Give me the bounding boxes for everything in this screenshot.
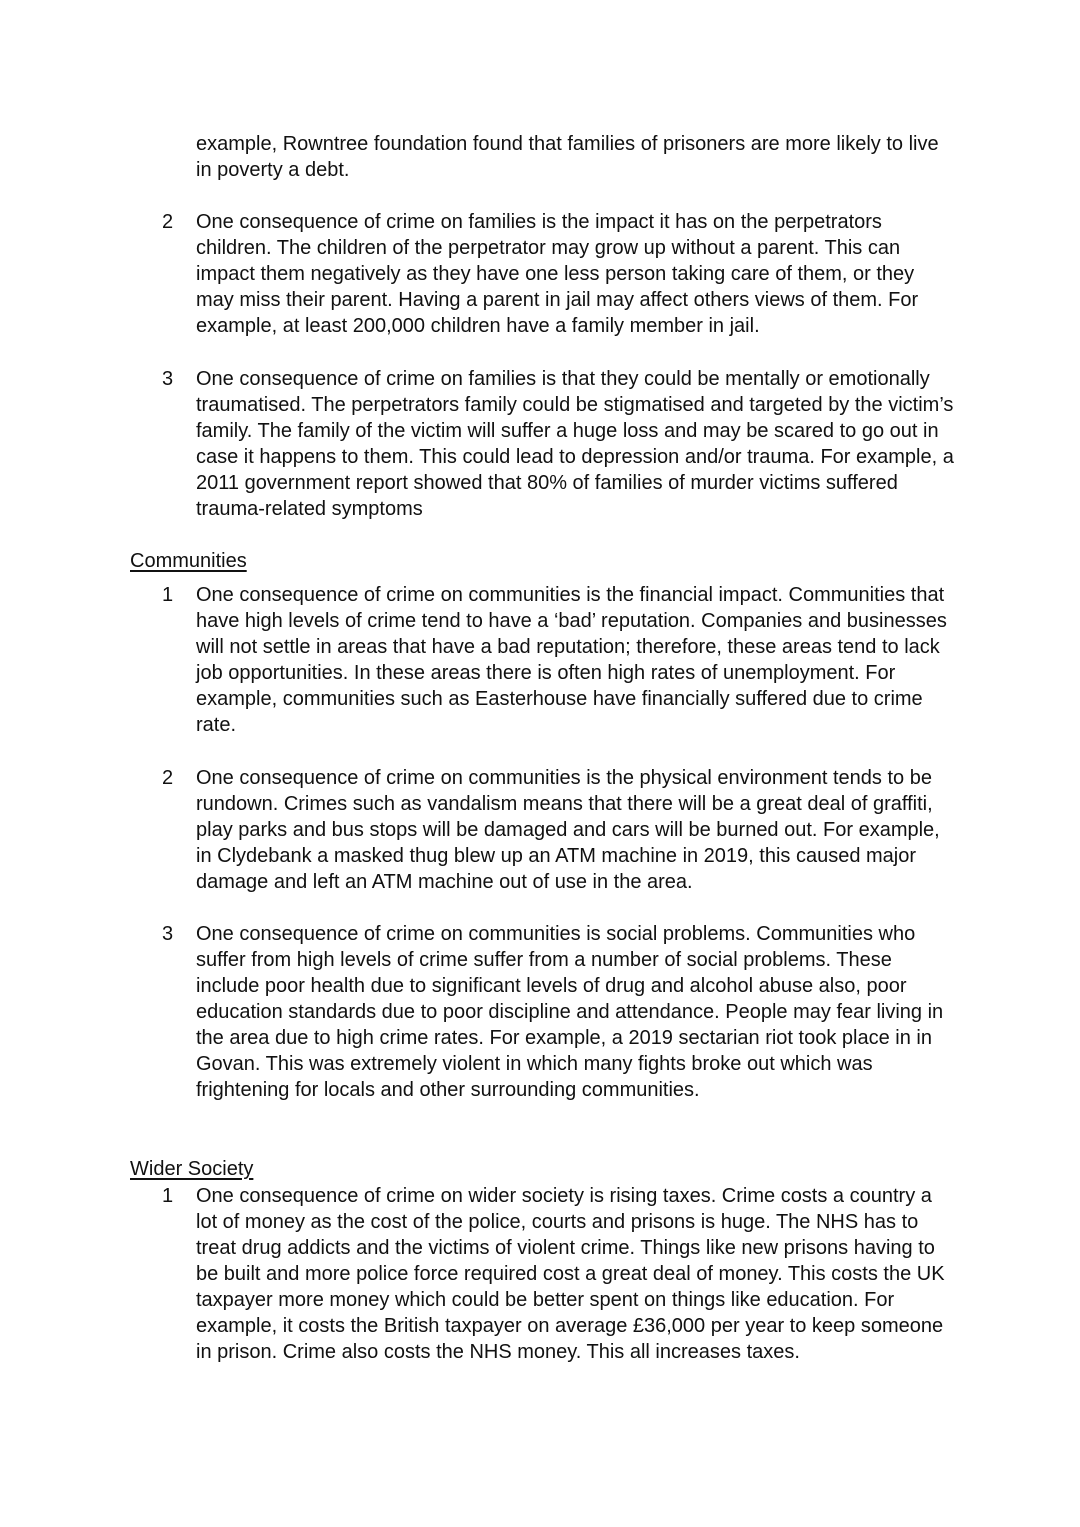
wider-society-item-1-text: One consequence of crime on wider society is rising taxes. Crime costs a country a lot of money as the cost of the police, courts and prisons is huge. The NHS has to treat drug addicts and the victims of violent crime. Things like new prisons having to be built and more police force required cost a great deal of money. This costs the UK taxpayer more money which could be better spent on things like education. For example, it costs the British taxpayer on average £36,000 per year to keep someone in prison. Crime also costs the NHS money. This all increases taxes. xyxy=(196,1185,945,1363)
communities-heading: Communities xyxy=(130,550,247,572)
families-item-2-number: 2 xyxy=(162,211,174,233)
communities-item-2-number: 2 xyxy=(162,767,174,789)
communities-item-2-text: One consequence of crime on communities is the physical environment tends to be rundown. Crimes such as vandalism means that there will be a great deal of graffiti, play parks and bus stops will be damaged and cars will be burned out. For example, in Clydebank a masked thug blew up an ATM machine in 2019, this caused major damage and left an ATM machine out of use in the area. xyxy=(196,767,940,893)
wider-society-heading: Wider Society xyxy=(130,1158,254,1180)
families-item-2-text: One consequence of crime on families is the impact it has on the perpetrators children. The children of the perpetrator may grow up without a parent. This can impact them negatively as they have one less person taking care of them, or they may miss their parent. Having a parent in jail may affect others views of them. For example, at least 200,000 children have a family member in jail. xyxy=(196,211,919,337)
communities-item-1-number: 1 xyxy=(162,584,174,606)
families-item-3-text: One consequence of crime on families is that they could be mentally or emotionally traumatised. The perpetrators family could be stigmatised and targeted by the victim’s family. The family of the victim will suffer a huge loss and may be scared to go out in case it happens to them. This could lead to depression and/or trauma. For example, a 2011 government report showed that 80% of families of murder victims suffered trauma-related symptoms xyxy=(196,368,954,520)
families-item-3-number: 3 xyxy=(162,368,174,390)
communities-item-3-number: 3 xyxy=(162,923,174,945)
wider-society-item-1-number: 1 xyxy=(162,1185,174,1207)
families-continued-paragraph: example, Rowntree foundation found that families of prisoners are more likely to live in poverty a debt. xyxy=(196,133,939,181)
communities-item-3-text: One consequence of crime on communities is social problems. Communities who suffer from high levels of crime suffer from a number of social problems. These include poor health due to significant levels of drug and alcohol abuse also, poor education standards due to poor discipline and attendance. People may fear living in the area due to high crime rates. For example, a 2019 sectarian riot took place in in Govan. This was extremely violent in which many fights broke out which was frightening for locals and other surrounding communities. xyxy=(196,923,944,1101)
communities-item-1-text: One consequence of crime on communities is the financial impact. Communities that have high levels of crime tend to have a ‘bad’ reputation. Companies and businesses will not settle in areas that have a bad reputation; therefore, these areas tend to lack job opportunities. In these areas there is often high rates of unemployment. For example, communities such as Easterhouse have financially suffered due to crime rate. xyxy=(196,584,947,736)
